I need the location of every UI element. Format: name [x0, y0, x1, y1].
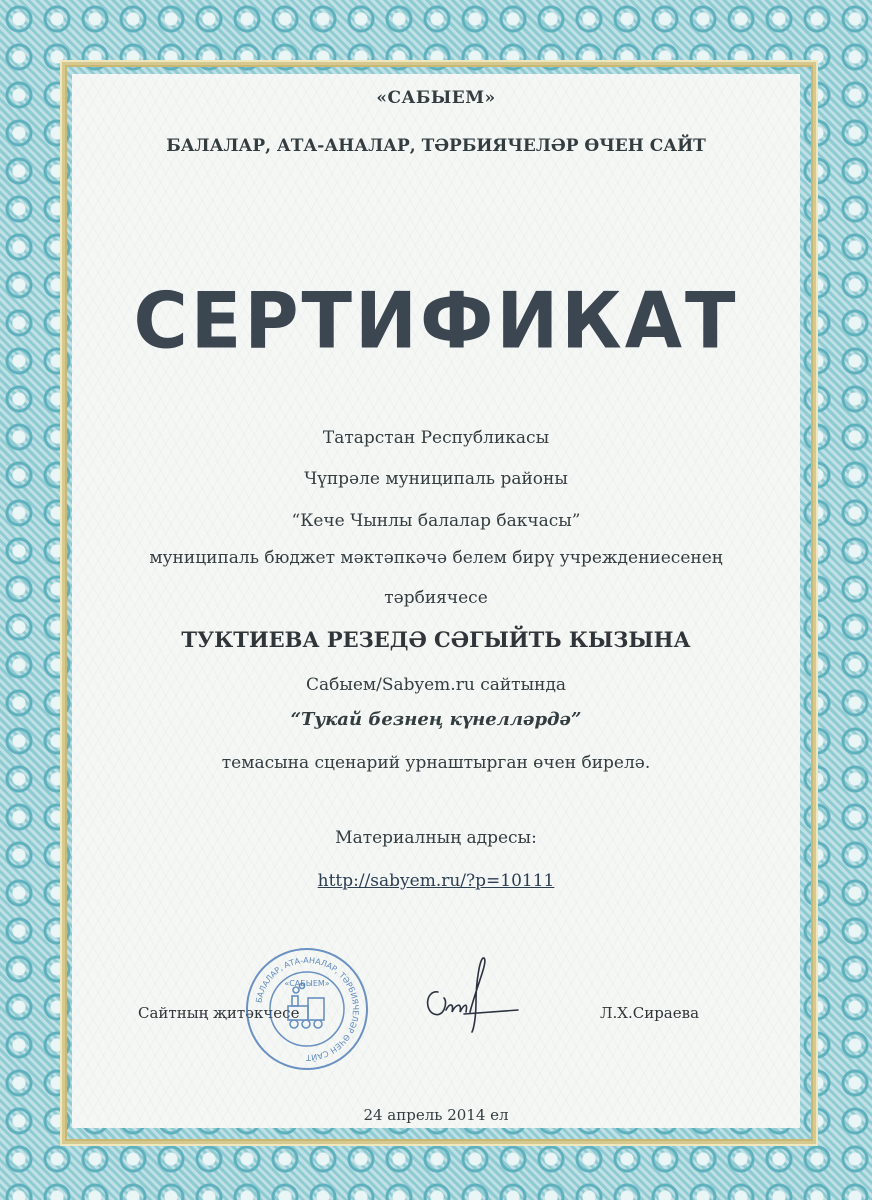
recipient-name: ТУКТИЕВА РЕЗЕДӘ СӘГЫЙТЬ КЫЗЫНА [181, 627, 691, 652]
body-line-district: Чүпрәле муниципаль районы [304, 469, 568, 489]
stamp-top-text: «САБЫЕМ» [284, 979, 330, 988]
site-name: «САБЫЕМ» [376, 88, 496, 108]
body-line-republic: Татарстан Республикасы [322, 428, 550, 448]
material-url-link[interactable]: http://sabyem.ru/?p=10111 [317, 871, 555, 891]
material-address-row [72, 871, 800, 891]
round-stamp [244, 946, 370, 1072]
handwritten-signature [418, 952, 522, 1038]
body-line-reason: темасына сценарий урнаштырган өчен бирелә. [221, 753, 651, 773]
site-subtitle: БАЛАЛАР, АТА-АНАЛАР, ТӘРБИЯЧЕЛӘР ӨЧЕН САЙТ [166, 136, 706, 156]
signer-name: Л.Х.Сираева [600, 1004, 700, 1022]
train-icon [288, 984, 324, 1029]
body-line-kindergarten: “Кече Чынлы балалар бакчасы” [291, 511, 581, 531]
body-line-site: Сабыем/Sabyem.ru сайтында [305, 675, 567, 695]
body-line-institution: муниципаль бюджет мәктәпкәчә белем бирү учреждениесенең [149, 548, 723, 568]
site-head-label: Сайтның җитәкчесе [138, 1004, 300, 1022]
topic-title: “Тукай безнең күнелләрдә” [290, 709, 582, 730]
material-address-label: Материалның адресы: [335, 828, 537, 848]
stamp-ring-text: БАЛАЛАР, АТА-АНАЛАР, ТӘРБИЯЧЕЛӘР ӨЧЕН САЙТ [254, 955, 361, 1063]
certificate-title: СЕРТИФИКАТ [133, 275, 739, 367]
issue-date: 24 апрель 2014 ел [363, 1106, 509, 1124]
body-line-role: тәрбиячесе [384, 588, 488, 608]
